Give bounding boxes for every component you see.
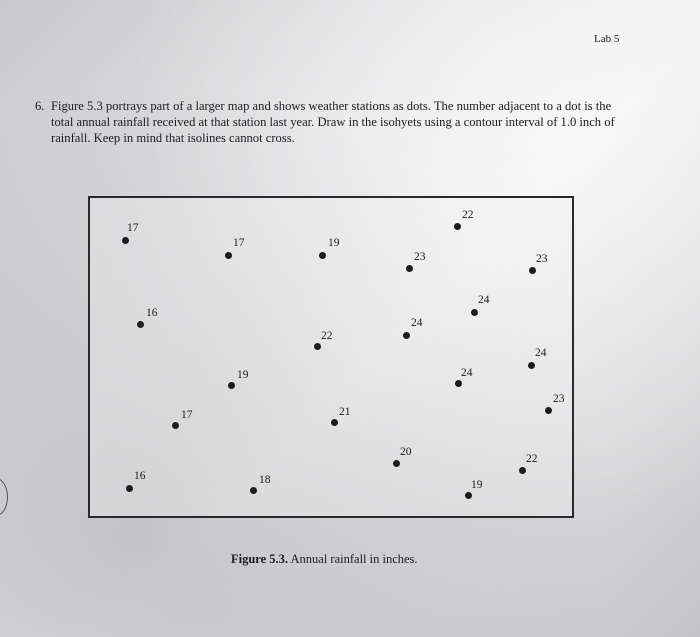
station-dot — [465, 492, 472, 499]
station-dot — [122, 237, 129, 244]
station-value: 23 — [536, 253, 548, 265]
station-value: 23 — [414, 251, 426, 263]
station-value: 22 — [526, 453, 538, 465]
station-value: 17 — [181, 409, 193, 421]
station-value: 22 — [462, 209, 474, 221]
figure-caption-text: Annual rainfall in inches. — [288, 552, 418, 566]
figure-caption-label: Figure 5.3. — [231, 552, 289, 566]
station-dot — [250, 487, 257, 494]
station-value: 24 — [478, 294, 490, 306]
figure-caption — [231, 552, 418, 567]
station-dot — [172, 422, 179, 429]
station-value: 24 — [411, 317, 423, 329]
station-value: 22 — [321, 330, 333, 342]
station-dot — [126, 485, 133, 492]
station-value: 24 — [461, 367, 473, 379]
station-dot — [454, 223, 461, 230]
station-dot — [545, 407, 552, 414]
station-dot — [471, 309, 478, 316]
station-dot — [314, 343, 321, 350]
station-dot — [137, 321, 144, 328]
question-text: Figure 5.3 portrays part of a larger map and shows weather stations as dots. The number adjacent to a dot is the total annual rainfall received at that station last year. Draw in the isohyets using a contour interval of 1.0 inch of rainfall. Keep in mind that isolines cannot cross. — [51, 99, 615, 145]
station-value: 20 — [400, 446, 412, 458]
station-value: 19 — [471, 479, 483, 491]
station-value: 23 — [553, 393, 565, 405]
station-dot — [225, 252, 232, 259]
station-value: 24 — [535, 347, 547, 359]
station-dot — [319, 252, 326, 259]
lab-label: Lab 5 — [594, 33, 620, 45]
station-dot — [528, 362, 535, 369]
station-value: 19 — [328, 237, 340, 249]
station-value: 21 — [339, 406, 351, 418]
station-value: 19 — [237, 369, 249, 381]
station-dot — [406, 265, 413, 272]
station-dot — [228, 382, 235, 389]
station-dot — [403, 332, 410, 339]
station-dot — [331, 419, 338, 426]
station-value: 18 — [259, 474, 271, 486]
station-value: 16 — [146, 307, 158, 319]
station-value: 17 — [233, 237, 245, 249]
station-dot — [455, 380, 462, 387]
station-dot — [519, 467, 526, 474]
station-dot — [393, 460, 400, 467]
question-number: 6. — [35, 99, 45, 113]
station-value: 16 — [134, 470, 146, 482]
station-dot — [529, 267, 536, 274]
station-value: 17 — [127, 222, 139, 234]
